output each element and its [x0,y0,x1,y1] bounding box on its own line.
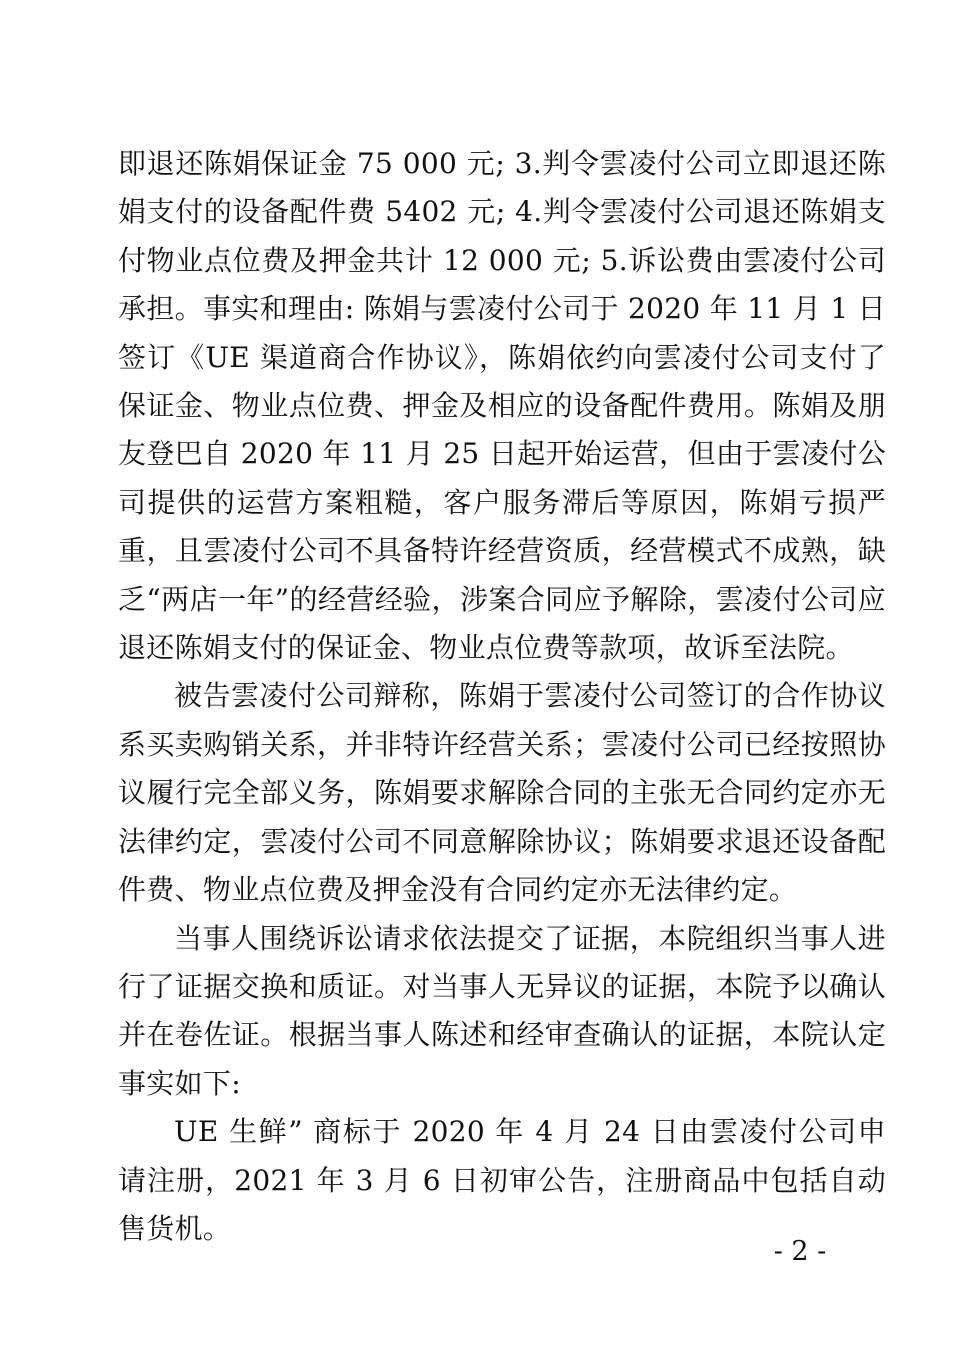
paragraph-evidence: 当事人围绕诉讼请求依法提交了证据，本院组织当事人进行了证据交换和质证。对当事人无异议的证据，本院予以确认并在卷佐证。根据当事人陈述和经审查确认的证据，本院认定事实如下: [118,921,886,1100]
paragraph-defense: 被告雲凌付公司辩称，陈娟于雲凌付公司签订的合作协议系买卖购销关系，并非特许经营关系；雲凌付公司已经按照协议履行完全部义务，陈娟要求解除合同的主张无合同约定亦无法律约定，雲凌付公司不同意解除协议；陈娟要求退还设备配件费、物业点位费及押金没有合同约定亦无法律约定。 [118,679,886,907]
page-number: - 2 - [773,1236,827,1267]
document-body [118,140,886,1253]
paragraph-trademark-facts: UE 生鲜” 商标于 2020 年 4 月 24 日由雲凌付公司申请注册，2021 年 3 月 6 日初审公告，注册商品中包括自动售货机。 [118,1115,886,1245]
paragraph-claims-and-facts: 即退还陈娟保证金 75 000 元; 3.判令雲凌付公司立即退还陈娟支付的设备配件费 5402 元; 4.判令雲凌付公司退还陈娟支付物业点位费及押金共计 12 000 元; 5.诉讼费由雲凌付公司承担。事实和理由: 陈娟与雲凌付公司于 2020 年 11 月 1 日签订《UE 渠道商合作协议》，陈娟依约向雲凌付公司支付了保证金、物业点位费、押金及相应的设备配件费用。陈娟及朋友登巴自 2020 年 11 月 25 日起开始运营，但由于雲凌付公司提供的运营方案粗糙，客户服务滞后等原因，陈娟亏损严重，且雲凌付公司不具备特许经营资质，经营模式不成熟，缺乏“两店一年”的经营经验，涉案合同应予解除，雲凌付公司应退还陈娟支付的保证金、物业点位费等款项，故诉至法院。 [118,147,886,665]
